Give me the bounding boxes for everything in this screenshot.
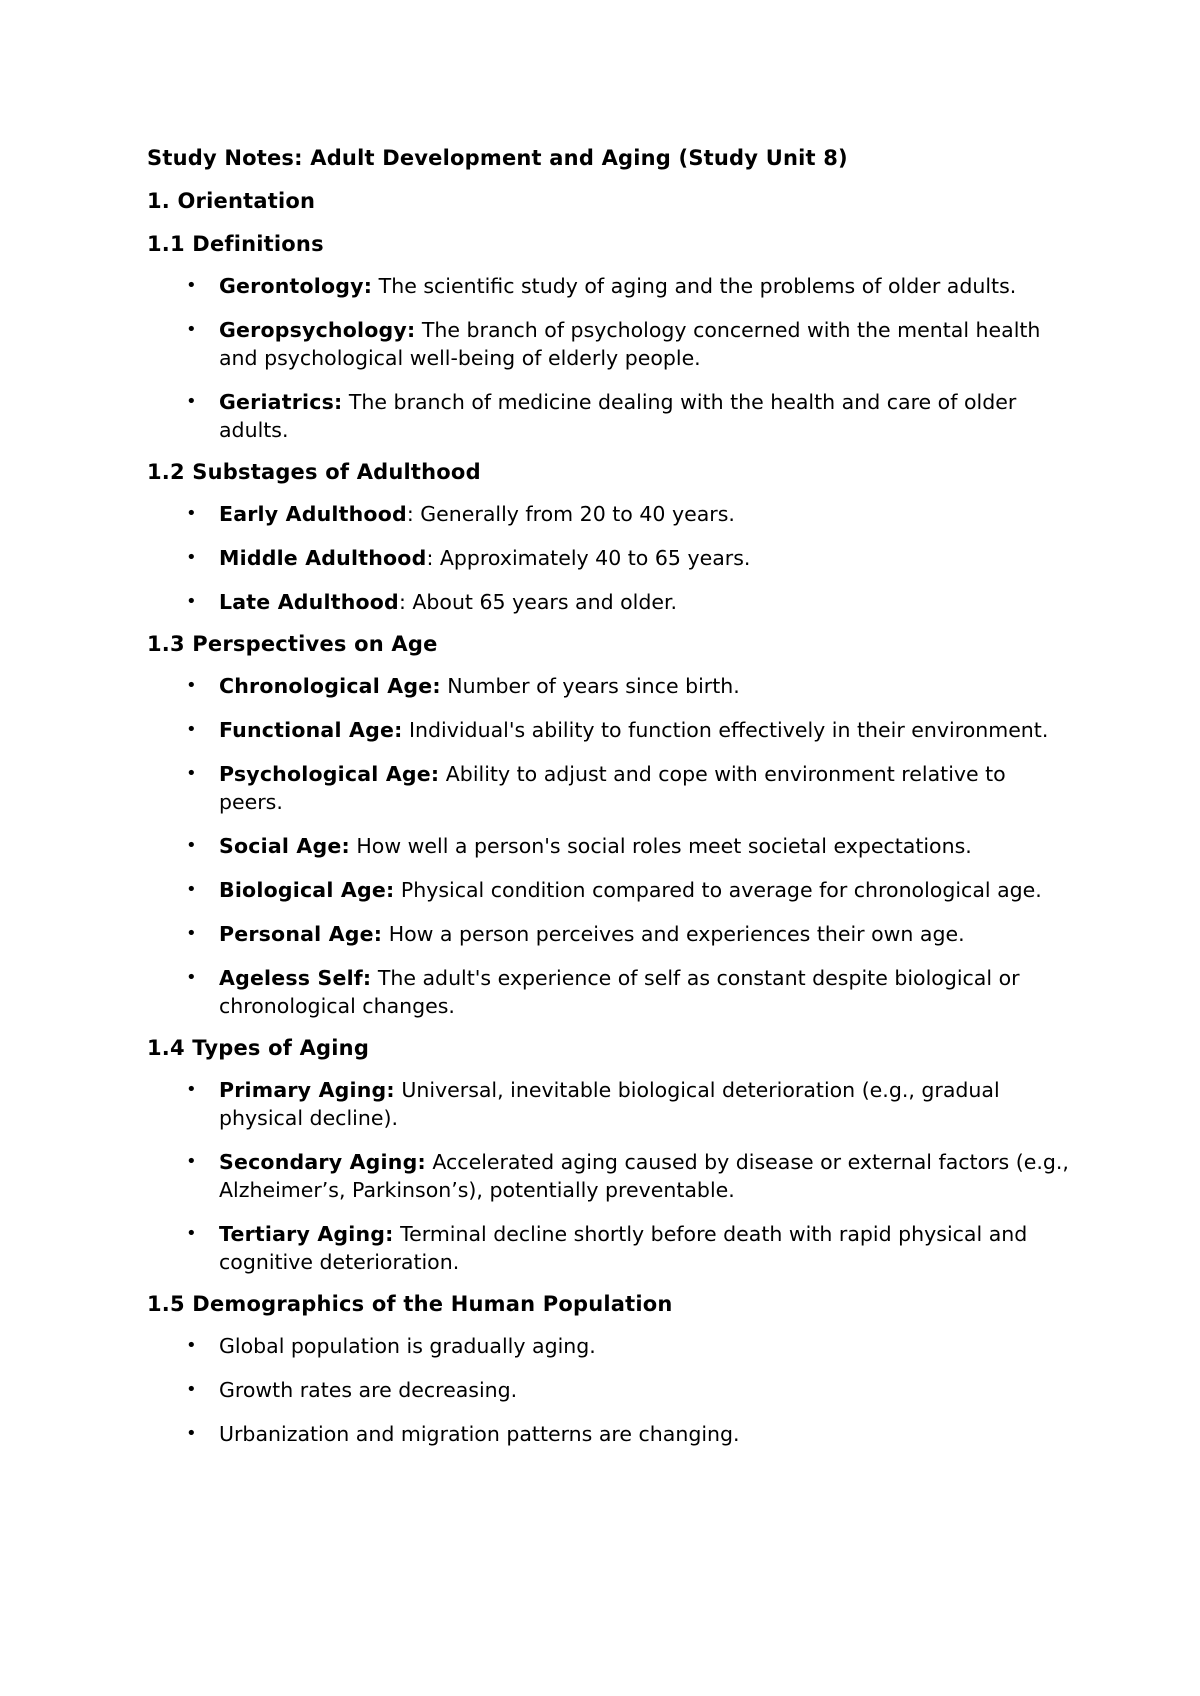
term-description: Physical condition compared to average for chronological age. <box>394 878 1042 902</box>
term-description: Number of years since birth. <box>440 674 740 698</box>
term-description: The adult's experience of self as constant despite biological or chronological changes. <box>219 966 1020 1018</box>
term-description: Ability to adjust and cope with environment relative to peers. <box>219 762 1006 814</box>
term-description: Individual's ability to function effectively in their environment. <box>402 718 1049 742</box>
term-description: How a person perceives and experiences their own age. <box>382 922 965 946</box>
term-label: Tertiary Aging: <box>219 1222 394 1246</box>
bullet-icon: • <box>186 591 197 612</box>
section-heading-orientation: 1. Orientation <box>147 189 316 213</box>
document-title: Study Notes: Adult Development and Aging (Study Unit 8) <box>147 146 848 170</box>
list-item <box>147 832 1069 860</box>
bullet-icon: • <box>186 547 197 568</box>
item-text: Urbanization and migration patterns are changing. <box>219 1422 740 1446</box>
document-page <box>147 143 1077 1461</box>
bullet-icon: • <box>186 1379 197 1400</box>
list-item <box>147 920 1069 948</box>
term-label: Ageless Self: <box>219 966 372 990</box>
term-label: Middle Adulthood <box>219 546 427 570</box>
bullet-icon: • <box>186 923 197 944</box>
bullet-icon: • <box>186 967 197 988</box>
term-label: Early Adulthood <box>219 502 407 526</box>
list-item <box>147 716 1069 744</box>
bullet-icon: • <box>186 879 197 900</box>
term-label: Biological Age: <box>219 878 395 902</box>
term-description: : Generally from 20 to 40 years. <box>406 502 735 526</box>
bullet-icon: • <box>186 1079 197 1100</box>
subsection-heading-substages: 1.2 Substages of Adulthood <box>147 460 481 484</box>
term-label: Late Adulthood <box>219 590 399 614</box>
bullet-icon: • <box>186 1151 197 1172</box>
term-description: The branch of psychology concerned with the mental health and psychological well-being of elderly people. <box>219 318 1041 370</box>
bullet-icon: • <box>186 319 197 340</box>
types-list <box>147 1076 1077 1276</box>
term-description: : About 65 years and older. <box>398 590 678 614</box>
bullet-icon: • <box>186 275 197 296</box>
term-label: Psychological Age: <box>219 762 440 786</box>
subsection-heading-definitions: 1.1 Definitions <box>147 232 324 256</box>
term-label: Secondary Aging: <box>219 1150 426 1174</box>
term-label: Functional Age: <box>219 718 403 742</box>
substages-list <box>147 500 1077 616</box>
term-label: Gerontology: <box>219 274 373 298</box>
bullet-icon: • <box>186 1335 197 1356</box>
term-description: Universal, inevitable biological deterioration (e.g., gradual physical decline). <box>219 1078 1000 1130</box>
list-item <box>147 588 1069 616</box>
list-item <box>147 544 1069 572</box>
term-description: The scientific study of aging and the problems of older adults. <box>372 274 1017 298</box>
perspectives-list <box>147 672 1077 1020</box>
bullet-icon: • <box>186 503 197 524</box>
term-label: Primary Aging: <box>219 1078 395 1102</box>
bullet-icon: • <box>186 719 197 740</box>
term-label: Geriatrics: <box>219 390 343 414</box>
term-description: Accelerated aging caused by disease or external factors (e.g., Alzheimer’s, Parkinson’s), potentially preventable. <box>219 1150 1069 1202</box>
list-item <box>147 388 1069 444</box>
subsection-heading-demographics: 1.5 Demographics of the Human Population <box>147 1292 673 1316</box>
list-item <box>147 1220 1069 1276</box>
definitions-list <box>147 272 1077 444</box>
list-item <box>147 760 1069 816</box>
list-item <box>147 1148 1069 1204</box>
list-item <box>147 876 1069 904</box>
term-label: Chronological Age: <box>219 674 441 698</box>
list-item <box>147 1420 1069 1448</box>
list-item <box>147 964 1069 1020</box>
term-description: How well a person's social roles meet societal expectations. <box>349 834 972 858</box>
term-description: Terminal decline shortly before death with rapid physical and cognitive deterioration. <box>219 1222 1028 1274</box>
bullet-icon: • <box>186 391 197 412</box>
bullet-icon: • <box>186 1223 197 1244</box>
demographics-list <box>147 1332 1077 1448</box>
list-item <box>147 1332 1069 1360</box>
bullet-icon: • <box>186 1423 197 1444</box>
item-text: Growth rates are decreasing. <box>219 1378 518 1402</box>
bullet-icon: • <box>186 675 197 696</box>
bullet-icon: • <box>186 835 197 856</box>
term-label: Personal Age: <box>219 922 383 946</box>
list-item <box>147 1376 1069 1404</box>
term-label: Social Age: <box>219 834 350 858</box>
subsection-heading-types: 1.4 Types of Aging <box>147 1036 370 1060</box>
list-item <box>147 272 1069 300</box>
subsection-heading-perspectives: 1.3 Perspectives on Age <box>147 632 438 656</box>
list-item <box>147 1076 1069 1132</box>
bullet-icon: • <box>186 763 197 784</box>
term-description: The branch of medicine dealing with the health and care of older adults. <box>219 390 1017 442</box>
list-item <box>147 316 1069 372</box>
item-text: Global population is gradually aging. <box>219 1334 596 1358</box>
list-item <box>147 672 1069 700</box>
term-label: Geropsychology: <box>219 318 416 342</box>
list-item <box>147 500 1069 528</box>
term-description: : Approximately 40 to 65 years. <box>426 546 751 570</box>
